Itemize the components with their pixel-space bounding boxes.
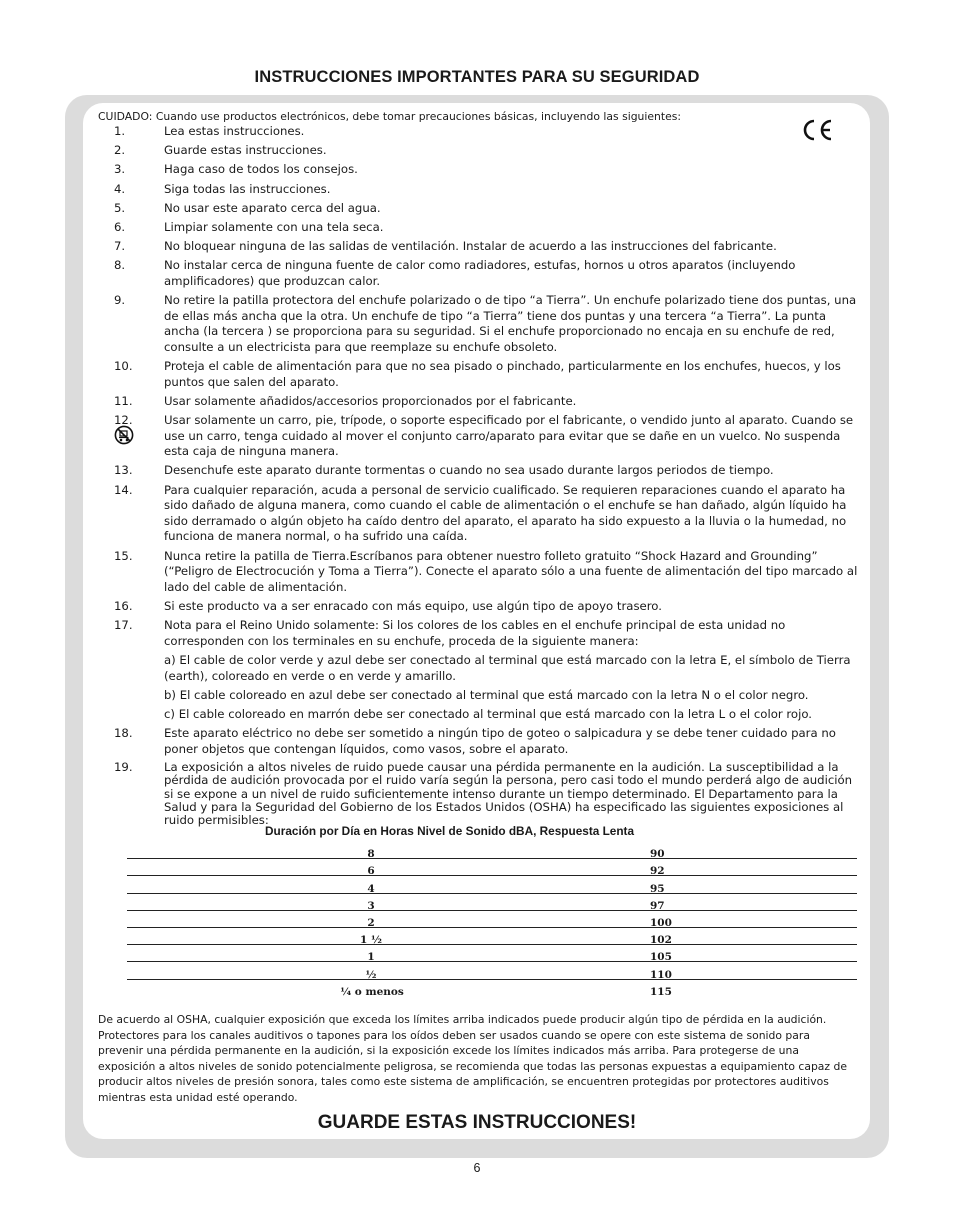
item-number: 16.: [114, 598, 133, 613]
hours-cell: ¼ o menos: [340, 985, 404, 998]
list-item: [98, 761, 860, 828]
item-number: 9.: [114, 293, 126, 308]
hours-cell: 8: [367, 848, 375, 861]
list-item: [98, 599, 860, 615]
list-item: [98, 239, 860, 255]
item-number: 10.: [114, 359, 133, 374]
osha-note: De acuerdo al OSHA, cualquier exposición que exceda los límites arriba indicados puede producir algún tipo de pérdida en la audición. Protectores para los canales auditivos o tapones para los oídos deben ser usados cuando se opere con este sistema de sonido para prevenir una pérdida permanente en la audición, si la exposición excede los límites indicados más arriba. Para protegerse de una exposición a altos niveles de sonido potencialmente peligrosa, se recomienda que todas las personas expuestas a equipamiento capaz de producir altos niveles de presión sonora, tales como este sistema de amplificación, se encuentren protegidas por protectores auditivos mientras esta unidad esté operando.: [98, 1013, 848, 1104]
dba-cell: 102: [650, 934, 672, 947]
item-number: 8.: [114, 258, 126, 273]
item-number: 7.: [114, 239, 126, 254]
item-text: No usar este aparato cerca del agua.: [164, 200, 381, 215]
hours-cell: 4: [367, 882, 375, 895]
hours-cell: ½: [365, 968, 377, 981]
hours-cell: 1 ½: [360, 934, 382, 947]
caution-statement: CUIDADO: Cuando use productos electrónicos, debe tomar precauciones básicas, incluyendo las siguientes:: [98, 110, 682, 123]
item-number: 13.: [114, 463, 133, 478]
item-text: Usar solamente añadidos/accesorios proporcionados por el fabricante.: [164, 393, 577, 408]
dba-cell: 105: [650, 951, 672, 964]
dba-cell: 110: [650, 968, 672, 981]
item-number: 1.: [114, 124, 126, 138]
wiring-note: a) El cable de color verde y azul debe ser conectado al terminal que está marcado con la letra E, el símbolo de Tierra (earth), coloreado en verde o en verde y amarillo.: [164, 652, 851, 683]
item-number: 14.: [114, 482, 133, 497]
list-item: [98, 394, 860, 410]
list-item: [98, 413, 860, 460]
dba-cell: 100: [650, 916, 672, 929]
item-text: No bloquear ninguna de las salidas de ventilación. Instalar de acuerdo a las instrucciones del fabricante.: [164, 239, 777, 254]
table-row: [127, 894, 857, 911]
page-number: 6: [473, 1161, 481, 1175]
item-number: 19.: [114, 759, 133, 774]
uk-wiring-notes: [164, 653, 860, 723]
item-text: Guarde estas instrucciones.: [164, 143, 327, 158]
table-row: [127, 876, 857, 893]
dba-cell: 95: [650, 882, 665, 895]
item-text: Desenchufe este aparato durante tormentas o cuando no sea usado durante largos periodos de tiempo.: [164, 463, 774, 478]
item-number: 6.: [114, 219, 126, 234]
item-text: Si este producto va a ser enracado con más equipo, use algún tipo de apoyo trasero.: [164, 598, 662, 613]
list-item: [98, 220, 860, 236]
item-text: Nunca retire la patilla de Tierra.Escríbanos para obtener nuestro folleto gratuito “Shock Hazard and Grounding” (“Peligro de Electrocución y Toma a Tierra”). Conecte el aparato sólo a una fuente de alimentación del tipo marcado al lado del cable de alimentación.: [164, 548, 858, 594]
hours-cell: 3: [367, 899, 375, 912]
item-text: Siga todas las instrucciones.: [164, 181, 331, 196]
item-number: 11.: [114, 393, 133, 408]
item-text: Lea estas instrucciones.: [164, 124, 305, 138]
list-item: [98, 258, 860, 289]
cart-warning-icon: [114, 425, 134, 445]
item-text: Nota para el Reino Unido solamente: Si los colores de los cables en el enchufe principal de esta unidad no corresponden con los terminales en su enchufe, proceda de la siguiente manera:: [164, 618, 786, 648]
item-text: Para cualquier reparación, acuda a personal de servicio cualificado. Se requieren reparaciones cuando el aparato ha sido dañado de alguna manera, como cuando el cable de alimentación o el enchufe se han dañado, algún líquido ha sido derramado o algún objeto ha caído dentro del aparato, el aparato ha sido expuesto a la lluvia o la humedad, no funciona de manera normal, o ha sufrido una caída.: [164, 482, 847, 544]
hours-cell: 1: [367, 951, 375, 964]
list-item: [98, 463, 860, 479]
list-item: [98, 182, 860, 198]
item-text: Este aparato eléctrico no debe ser sometido a ningún tipo de goteo o salpicadura y se debe tener cuidado para no poner objetos que contengan líquidos, como vasos, sobre el aparato.: [164, 726, 836, 756]
item-number: 5.: [114, 200, 126, 215]
closing-heading: GUARDE ESTAS INSTRUCCIONES!: [317, 1112, 637, 1133]
item-text: No retire la patilla protectora del enchufe polarizado o de tipo “a Tierra”. Un enchufe polarizado tiene dos puntas, una de ellas más ancha que la otra. Un enchufe de tipo “a Tierra” tiene dos puntas y una tercera “a Tierra”. La punta ancha (la tercera ) se proporciona para su seguridad. Si el enchufe proporcionado no encaja en su enchufe de red, consulte a un electricista para que reemplaze su enchufe obsoleto.: [164, 293, 857, 354]
item-number: 4.: [114, 181, 126, 196]
list-item: [98, 359, 860, 390]
dba-cell: 90: [650, 848, 665, 861]
item-text: Usar solamente un carro, pie, trípode, o soporte especificado por el fabricante, o vendido junto al aparato. Cuando se use un carro, tenga cuidado al mover el conjunto carro/aparato para evitar que se dañe en un vuelco. No suspenda esta caja de ninguna manera.: [164, 413, 854, 459]
list-item: [98, 618, 860, 722]
item-text: Proteja el cable de alimentación para que no sea pisado o pinchado, particularmente en los enchufes, huecos, y los puntos que salen del aparato.: [164, 359, 841, 389]
table-row: [127, 980, 857, 996]
list-item: [98, 483, 860, 545]
hours-cell: 6: [367, 865, 375, 878]
item-text: Haga caso de todos los consejos.: [164, 162, 358, 177]
instructions-list: [98, 124, 860, 831]
table-row: [127, 842, 857, 859]
dba-cell: 115: [650, 985, 672, 998]
list-item: [98, 124, 860, 140]
table-row: [127, 911, 857, 928]
wiring-note: c) El cable coloreado en marrón debe ser conectado al terminal que está marcado con la letra L o el color rojo.: [164, 706, 812, 721]
list-item: [98, 726, 860, 757]
noise-exposure-table: [127, 842, 857, 996]
table-row: [127, 928, 857, 945]
hours-cell: 2: [367, 916, 375, 929]
list-item: [98, 162, 860, 178]
item-number: 18.: [114, 726, 133, 741]
noise-table-header: Duración por Día en Horas Nivel de Sonido dBA, Respuesta Lenta: [265, 824, 635, 838]
item-number: 17.: [114, 618, 133, 633]
list-item: [98, 201, 860, 217]
item-text: No instalar cerca de ninguna fuente de calor como radiadores, estufas, hornos u otros aparatos (incluyendo amplificadores) que produzcan calor.: [164, 258, 796, 288]
dba-cell: 97: [650, 899, 665, 912]
dba-cell: 92: [650, 865, 665, 878]
table-row: [127, 945, 857, 962]
item-number: 12.: [114, 413, 133, 428]
page-title: INSTRUCCIONES IMPORTANTES PARA SU SEGURIDAD: [254, 68, 700, 86]
list-item: [98, 293, 860, 355]
table-row: [127, 962, 857, 979]
item-text: Limpiar solamente con una tela seca.: [164, 219, 384, 234]
item-text: La exposición a altos niveles de ruido puede causar una pérdida permanente en la audición. La susceptibilidad a la pérdida de audición provocada por el ruido varía según la persona, pero casi todo el mundo perderá algo de audición si se expone a un nivel de ruido suficientemente intenso durante un tiempo determinado. El Departamento para la Salud y para la Seguridad del Gobierno de los Estados Unidos (OSHA) ha especificado las siguientes exposiciones al ruido permisibles:: [164, 759, 853, 828]
list-item: [98, 549, 860, 596]
item-number: 3.: [114, 162, 126, 177]
list-item: [98, 143, 860, 159]
wiring-note: b) El cable coloreado en azul debe ser conectado al terminal que está marcado con la letra N o el color negro.: [164, 687, 809, 702]
item-number: 15.: [114, 548, 133, 563]
item-number: 2.: [114, 143, 126, 158]
table-row: [127, 859, 857, 876]
